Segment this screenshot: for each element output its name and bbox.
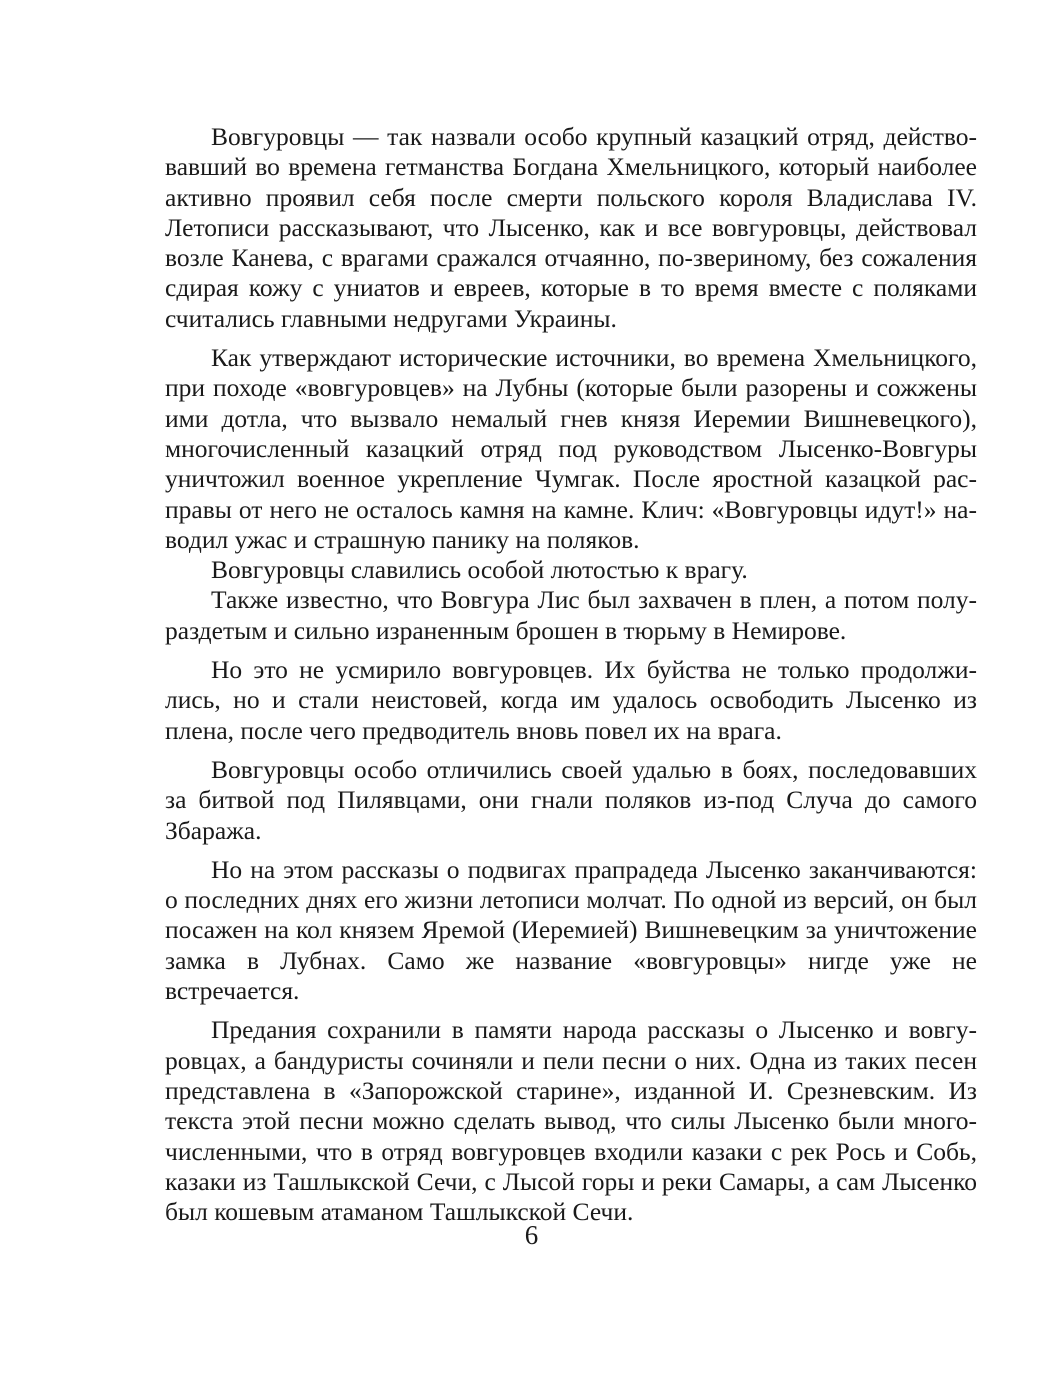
paragraph-3: Вовгуровцы славились особой лютостью к врагу. (211, 555, 748, 585)
paragraph-8: Предания сохранили в памяти народа рассказы о Лысенко и вовгуровцах, а бандуристы сочиняли и пели песни о них. Одна из таких песен представлена в «Запорожской старине», изданной И. Срезневским. Из текста этой песни можно сделать вывод, что силы Лысенко были многочисленными, что в отряд вовгуровцев входили казаки с рек Рось и Собь, казаки из Ташлыкской Сечи, с Лысой горы и реки Самары, а сам Лысенко был кошевым атаманом Ташлыкской Сечи. (165, 1015, 977, 1227)
page-body (165, 122, 977, 1227)
page-number: 6 (524, 1220, 539, 1250)
paragraph-1: Вовгуровцы — так назвали особо крупный казацкий отряд, действовавший во времена гетманства Богдана Хмельницкого, который наиболее активно проявил себя после смерти польского короля Владислава IV. Летописи рассказывают, что Лысенко, как и все вовгуровцы, действовал возле Канева, с врагами сражался отчаянно, по-звериному, без сожаления сдирая кожу с униатов и евреев, которые в то время вместе с поляками считались главными недругами Украины. (165, 122, 977, 333)
paragraph-5: Но это не усмирило вовгуровцев. Их буйства не только продолжились, но и стали неистовей, когда им удалось освободить Лысенко из плена, после чего предводитель вновь повел их на врага. (165, 655, 977, 745)
paragraph-4: Также известно, что Вовгура Лис был захвачен в плен, а потом полураздетым и сильно израненным брошен в тюрьму в Немирове. (165, 585, 977, 645)
paragraph-2: Как утверждают исторические источники, во времена Хмельницкого, при походе «вовгуровцев» на Лубны (которые были разорены и сожжены ими дотла, что вызвало немалый гнев князя Иеремии Вишневецкого), многочисленный казацкий отряд под руководством Лысенко-Вовгуры уничтожил военное укрепление Чумгак. После яростной казацкой расправы от него не осталось камня на камне. Клич: «Вовгуровцы идут!» наводил ужас и страшную панику на поляков. (165, 343, 977, 554)
paragraph-7: Но на этом рассказы о подвигах прапрадеда Лысенко заканчиваются: о последних днях его жизни летописи молчат. По одной из версий, он был посажен на кол князем Яремой (Иеремией) Вишневецким за уничтожение замка в Лубнах. Само же название «вовгуровцы» нигде уже не встречается. (165, 854, 977, 1006)
paragraph-6: Вовгуровцы особо отличились своей удалью в боях, последовавших за битвой под Пилявцами, они гнали поляков из-под Случа до самого Збаража. (165, 754, 977, 845)
